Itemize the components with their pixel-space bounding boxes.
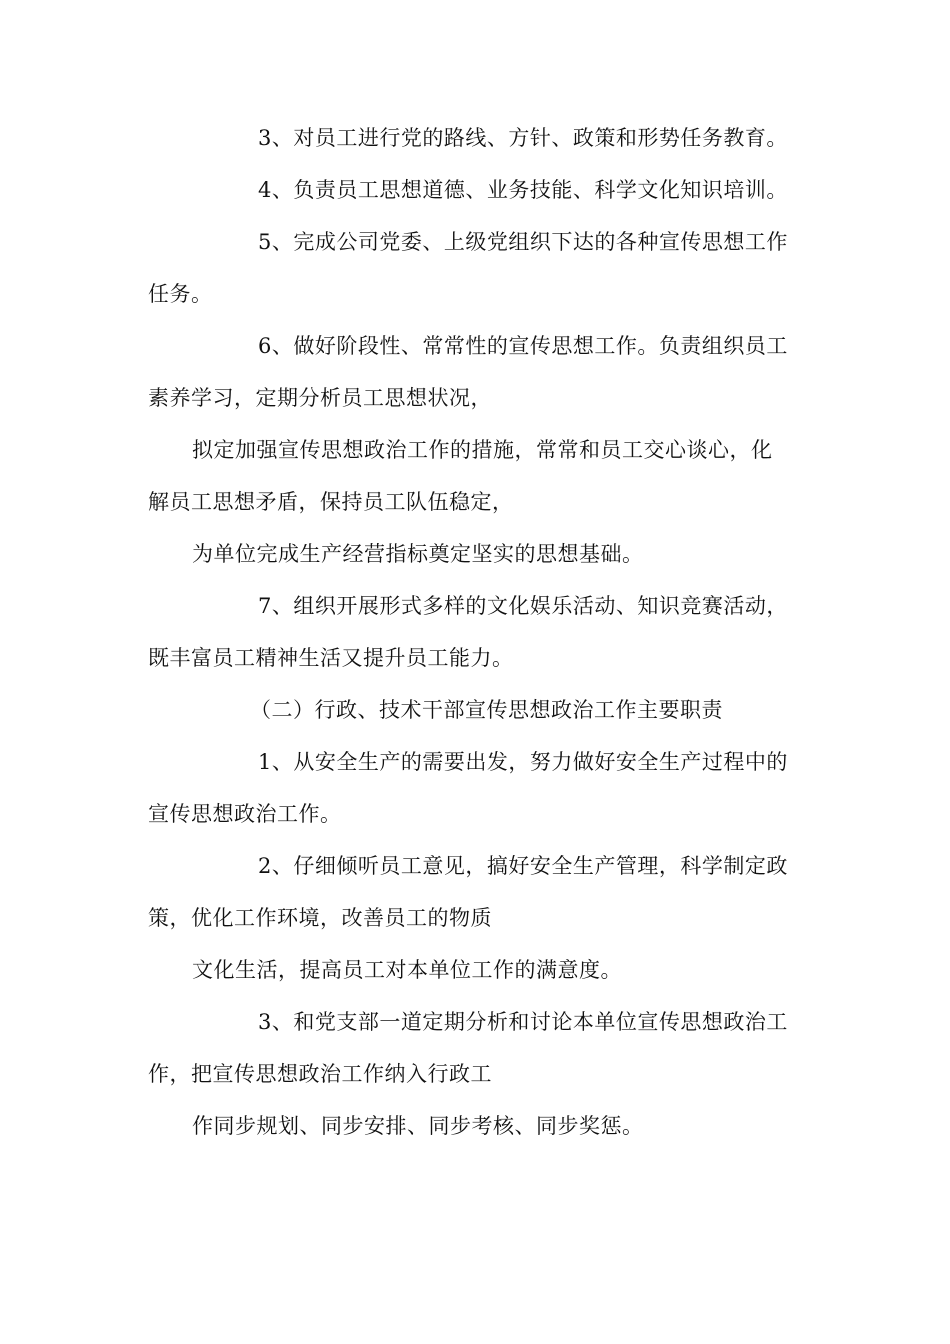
text-line: 3、和党支部一道定期分析和讨论本单位宣传思想政治工	[258, 1010, 788, 1034]
text-line: 2、仔细倾听员工意见，搞好安全生产管理，科学制定政	[258, 854, 788, 878]
text-line: 作同步规划、同步安排、同步考核、同步奖惩。	[192, 1114, 644, 1138]
text-line: 7、组织开展形式多样的文化娱乐活动、知识竞赛活动，	[258, 594, 788, 618]
text-line: 素养学习，定期分析员工思想状况，	[148, 386, 492, 410]
text-line: 宣传思想政治工作。	[148, 802, 342, 826]
text-line: 策，优化工作环境，改善员工的物质	[148, 906, 492, 930]
text-line: 作，把宣传思想政治工作纳入行政工	[148, 1062, 492, 1086]
text-line: 4、负责员工思想道德、业务技能、科学文化知识培训。	[258, 178, 788, 202]
section-heading: （二）行政、技术干部宣传思想政治工作主要职责	[250, 698, 723, 722]
text-line: 既丰富员工精神生活又提升员工能力。	[148, 646, 514, 670]
text-line: 6、做好阶段性、常常性的宣传思想工作。负责组织员工	[258, 334, 788, 358]
text-line: 3、对员工进行党的路线、方针、政策和形势任务教育。	[258, 126, 788, 150]
text-line: 文化生活，提高员工对本单位工作的满意度。	[192, 958, 622, 982]
text-line: 任务。	[148, 282, 213, 306]
text-line: 5、完成公司党委、上级党组织下达的各种宣传思想工作	[258, 230, 788, 254]
text-line: 1、从安全生产的需要出发，努力做好安全生产过程中的	[258, 750, 788, 774]
text-line: 解员工思想矛盾，保持员工队伍稳定，	[148, 490, 514, 514]
text-line: 拟定加强宣传思想政治工作的措施，常常和员工交心谈心，化	[192, 438, 773, 462]
text-line: 为单位完成生产经营指标奠定坚实的思想基础。	[192, 542, 644, 566]
